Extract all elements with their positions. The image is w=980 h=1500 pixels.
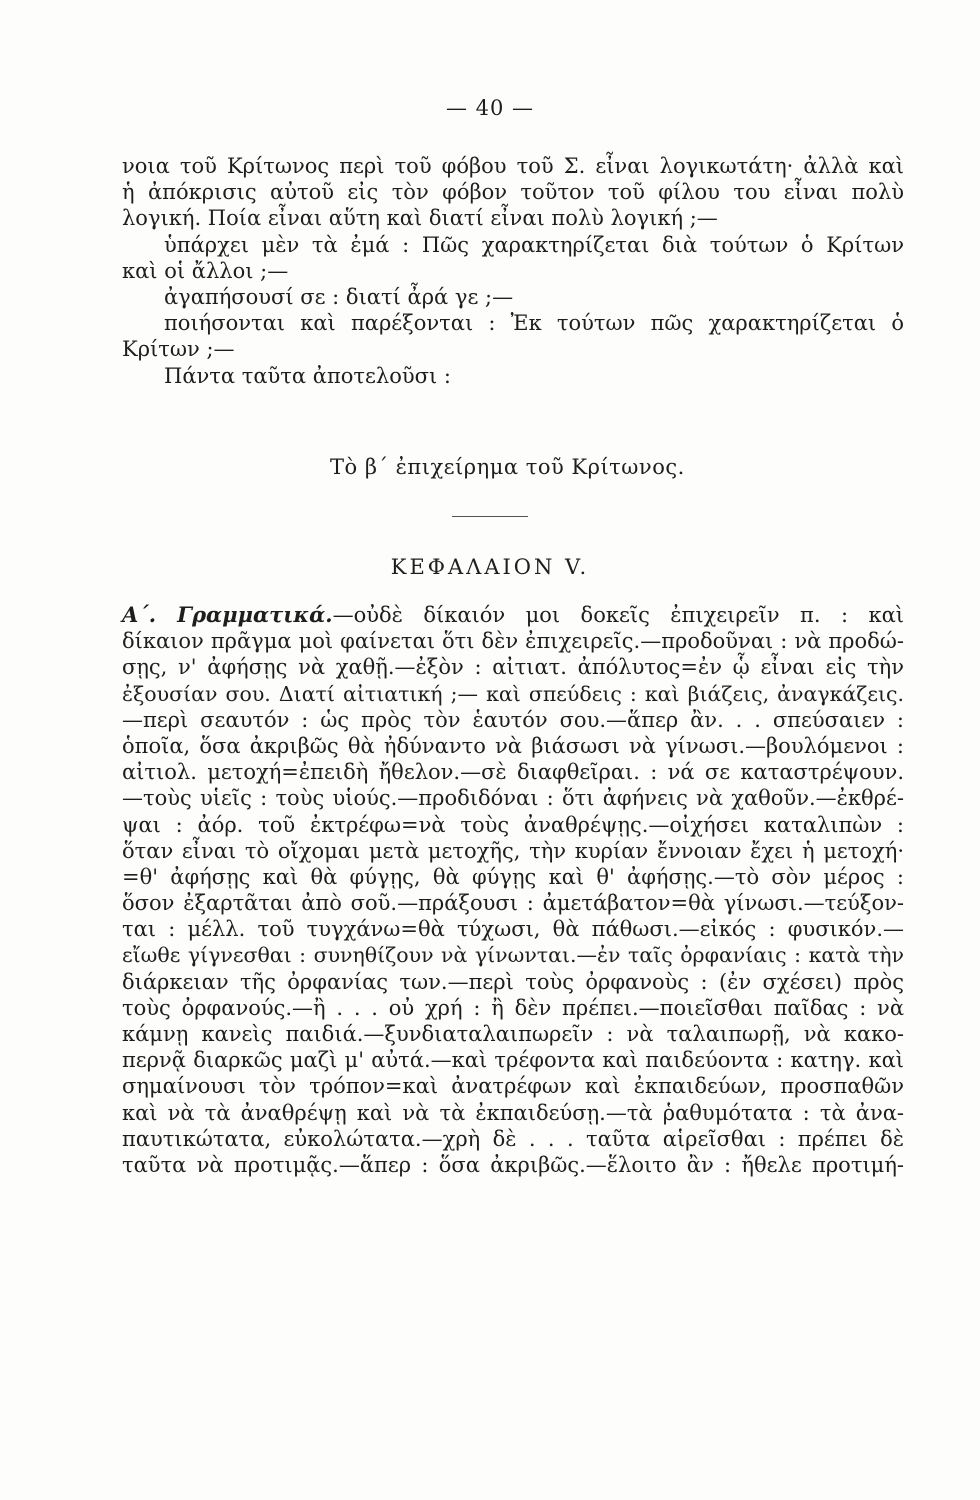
- text-line: σημαίνουσι τὸν τρόπον=καὶ ἀνατρέφων καὶ ἐκπαιδεύων, προσπαθῶν: [122, 1074, 904, 1099]
- text-line: αἰτιολ. μετοχή=ἐπειδὴ ἤθελον.—σὲ διαφθεῖραι. : νά σε καταστρέψουν.: [122, 760, 904, 785]
- text-line: λογική. Ποία εἶναι αὕτη καὶ διατί εἶναι πολὺ λογική ;—: [122, 206, 718, 231]
- text-line: ταῦτα νὰ προτιμᾷς.—ἅπερ : ὅσα ἀκριβῶς.—ἕλοιτο ἂν : ἤθελε προτιμή-: [122, 1152, 904, 1177]
- text-line: δίκαιον πρᾶγμα μοὶ φαίνεται ὅτι δὲν ἐπιχειρεῖς.—προδοῦναι : νὰ προδώ-: [122, 629, 904, 654]
- text-line: παυτικώτατα, εὐκολώτατα.—χρὴ δὲ . . . ταῦτα αἱρεῖσθαι : πρέπει δὲ: [122, 1126, 904, 1151]
- text-line: —τοὺς υἱεῖς : τοὺς υἱούς.—προδιδόναι : ὅτι ἀφήνεις νὰ χαθοῦν.—ἐκθρέ-: [122, 786, 904, 811]
- text-line: ἀγαπήσουσί σε : διατί ἆρά γε ;—: [164, 284, 514, 309]
- argument-subheading: Τὸ β΄ ἐπιχείρημα τοῦ Κρίτωνος.: [330, 455, 685, 479]
- section-label: Α΄. Γραμματικά.: [122, 602, 333, 627]
- text-line: ὅταν εἶναι τὸ οἴχομαι μετὰ μετοχῆς, τὴν κυρίαν ἔννοιαν ἔχει ἡ μετοχή·: [122, 838, 904, 863]
- text-line: σῃς, ν' ἀφήσῃς νὰ χαθῇ.—ἐξὸν : αἰτιατ. ἀπόλυτος=ἐν ᾧ εἶναι εἰς τὴν: [122, 655, 904, 680]
- text-line: τοὺς ὀρφανούς.—ἢ . . . οὐ χρή : ἢ δὲν πρέπει.—ποιεῖσθαι παῖδας : νὰ: [122, 995, 904, 1020]
- text-line: νοια τοῦ Κρίτωνος περὶ τοῦ φόβου τοῦ Σ. εἶναι λογικωτάτη· ἀλλὰ καὶ: [122, 154, 904, 178]
- grammar-notes: [122, 602, 904, 1178]
- text-line: ται : μέλλ. τοῦ τυγχάνω=θὰ τύχωσι, θὰ πάθωσι.—εἰκός : φυσικόν.—: [122, 917, 904, 942]
- text-line: =θ' ἀφήσῃς καὶ θὰ φύγῃς, θὰ φύγῃς καὶ θ' ἀφήσῃς.—τὸ σὸν μέρος :: [122, 864, 904, 889]
- text-line: ἐξουσίαν σου. Διατί αἰτιατική ;— καὶ σπεύδεις : καὶ βιάζεις, ἀναγκάζεις.: [122, 681, 904, 706]
- text-line: ἡ ἀπόκρισις αὐτοῦ εἰς τὸν φόβον τοῦτον τοῦ φίλου του εἶναι πολὺ: [122, 180, 904, 205]
- text-line: καὶ νὰ τὰ ἀναθρέψῃ καὶ νὰ τὰ ἐκπαιδεύσῃ.—τὰ ῥαθυμότατα : τὰ ἀνα-: [122, 1100, 904, 1125]
- opening-paragraph: [122, 153, 904, 389]
- text-line: [122, 602, 904, 628]
- text-line: ψαι : ἀόρ. τοῦ ἐκτρέφω=νὰ τοὺς ἀναθρέψῃς.—οἰχήσει καταλιπὼν :: [122, 812, 904, 837]
- text-line: Κρίτων ;—: [122, 337, 235, 362]
- text-line: διάρκειαν τῆς ὀρφανίας των.—περὶ τοὺς ὀρφανοὺς : (ἐν σχέσει) πρὸς: [122, 969, 904, 994]
- text-line: ὅσον ἐξαρτᾶται ἀπὸ σοῦ.—πράξουσι : ἀμετάβατον=θὰ γίνωσι.—τεύξον-: [122, 891, 904, 916]
- text-line-rest: —οὐδὲ δίκαιόν μοι δοκεῖς ἐπιχειρεῖν π. : καὶ: [332, 603, 904, 627]
- text-line: ὑπάρχει μὲν τὰ ἐμά : Πῶς χαρακτηρίζεται διὰ τούτων ὁ Κρίτων: [164, 232, 904, 257]
- text-line: Πάντα ταῦτα ἀποτελοῦσι :: [164, 363, 451, 388]
- text-line: ὁποῖα, ὅσα ἀκριβῶς θὰ ἠδύναντο νὰ βιάσωσι νὰ γίνωσι.—βουλόμενοι :: [122, 733, 904, 758]
- text-line: ποιήσονται καὶ παρέξονται : Ἐκ τούτων πῶς χαρακτηρίζεται ὁ: [164, 311, 904, 336]
- text-line: εἴωθε γίγνεσθαι : συνηθίζουν νὰ γίνωνται.—ἐν ταῖς ὀρφανίαις : κατὰ τὴν: [122, 943, 904, 968]
- text-line: καὶ οἱ ἄλλοι ;—: [122, 258, 289, 283]
- chapter-title: ΚΕΦΑΛΑΙΟΝ V.: [390, 555, 590, 579]
- text-line: κάμνῃ κανεὶς παιδιά.—ξυνδιαταλαιπωρεῖν : νὰ ταλαιπωρῇ, νὰ κακο-: [122, 1022, 904, 1046]
- page-number: — 40 —: [445, 96, 535, 120]
- text-line: περνᾷ διαρκῶς μαζὶ μ' αὐτά.—καὶ τρέφοντα καὶ παιδεύοντα : κατηγ. καὶ: [122, 1048, 904, 1073]
- section-divider: [452, 516, 528, 517]
- text-line: —περὶ σεαυτόν : ὡς πρὸς τὸν ἑαυτόν σου.—ἅπερ ἂν. . . σπεύσαιεν :: [122, 707, 904, 732]
